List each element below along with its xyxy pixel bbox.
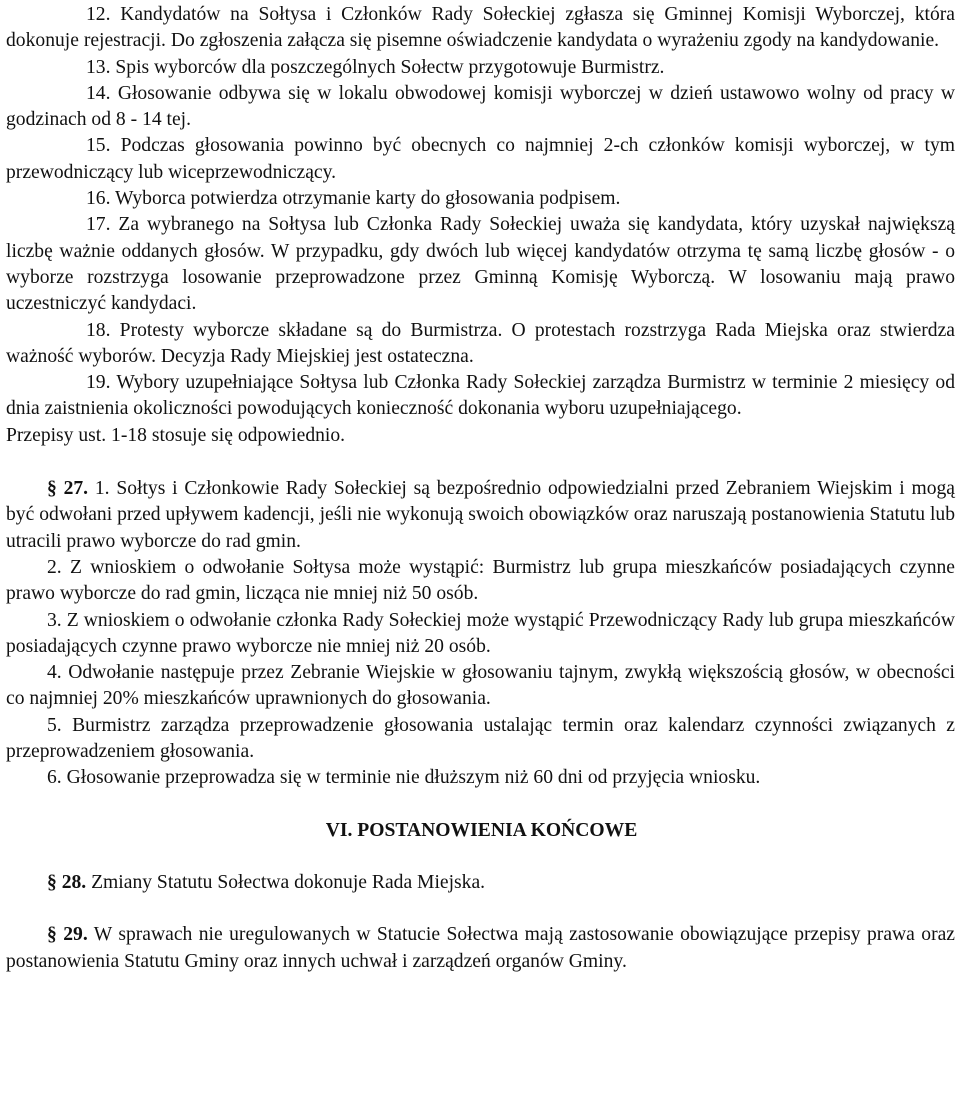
section-27-point-6: 6. Głosowanie przeprowadza się w terminie nie dłuższym niż 60 dni od przyjęcia wniosku. <box>47 767 761 789</box>
section-27-point-1-text: 1. Sołtys i Członkowie Rady Sołeckiej są bezpośrednio odpowiedzialni przed Zebraniem Wiejskim i mogą być odwołani przed upływem kadencji, jeśli nie wykonują swoich obowiązków oraz naruszają postanowienia Statutu lub utracili prawo wyborcze do rad gmin. <box>6 478 956 552</box>
section-29 <box>6 922 955 975</box>
section-27-marker: § 27. <box>47 478 89 500</box>
closing-line: Przepisy ust. 1-18 stosuje się odpowiednio. <box>6 424 346 446</box>
section-28 <box>6 870 955 896</box>
paragraph-18: 18. Protesty wyborcze składane są do Burmistrza. O protestach rozstrzyga Rada Miejska oraz stwierdza ważność wyborów. Decyzja Rady Miejskiej jest ostateczna. <box>6 319 955 367</box>
section-27-point-3: 3. Z wnioskiem o odwołanie członka Rady Sołeckiej może wystąpić Przewodniczący Rady lub grupa mieszkańców posiadających czynne prawo wyborcze nie mniej niż 20 osób. <box>6 609 955 657</box>
paragraph-12: 12. Kandydatów na Sołtysa i Członków Rady Sołeckiej zgłasza się Gminnej Komisji Wyborczej, która dokonuje rejestracji. Do zgłoszenia załącza się pisemne oświadczenie kandydata o wyrażeniu zgody na kandydowanie. <box>6 4 955 52</box>
paragraph-16: 16. Wyborca potwierdza otrzymanie karty do głosowania podpisem. <box>86 188 621 210</box>
paragraph-14: 14. Głosowanie odbywa się w lokalu obwodowej komisji wyborczej w dzień ustawowo wolny od pracy w godzinach od 8 - 14 tej. <box>6 82 955 131</box>
chapter-heading: VI. POSTANOWIENIA KOŃCOWE <box>325 819 638 841</box>
section-27-point-1 <box>6 476 955 555</box>
paragraph-15: 15. Podczas głosowania powinno być obecnych co najmniej 2-ch członków komisji wyborczej, w tym przewodniczący lub wiceprzewodniczący. <box>6 135 955 183</box>
document-page <box>6 2 955 975</box>
section-27-point-2: 2. Z wnioskiem o odwołanie Sołtysa może wystąpić: Burmistrz lub grupa mieszkańców posiadających czynne prawo wyborcze do rad gmin, licząca nie mniej niż 50 osób. <box>6 556 955 605</box>
paragraph-17: 17. Za wybranego na Sołtysa lub Członka Rady Sołeckiej uważa się kandydata, który uzyskał największą liczbę ważnie oddanych głosów. W przypadku, gdy dwóch lub więcej kandydatów otrzyma tę samą liczbę głosów - o wyborze rozstrzyga losowanie przeprowadzone przez Gminną Komisję Wyborczą. W losowaniu mają prawo uczestniczyć kandydaci. <box>6 214 955 315</box>
section-29-marker: § 29. <box>47 924 88 946</box>
section-29-text: W sprawach nie uregulowanych w Statucie Sołectwa mają zastosowanie obowiązujące przepisy prawa oraz postanowienia Statutu Gminy oraz innych uchwał i zarządzeń organów Gminy. <box>6 924 956 972</box>
section-27-point-5: 5. Burmistrz zarządza przeprowadzenie głosowania ustalając termin oraz kalendarz czynności związanych z przeprowadzeniem głosowania. <box>6 714 955 763</box>
paragraph-13: 13. Spis wyborców dla poszczególnych Sołectw przygotowuje Burmistrz. <box>86 56 665 78</box>
section-28-marker: § 28. <box>47 871 87 893</box>
paragraph-19: 19. Wybory uzupełniające Sołtysa lub Członka Rady Sołeckiej zarządza Burmistrz w terminie 2 miesięcy od dnia zaistnienia okoliczności powodujących konieczność dokonania wyboru uzupełniającego. <box>6 372 955 420</box>
section-27-point-4: 4. Odwołanie następuje przez Zebranie Wiejskie w głosowaniu tajnym, zwykłą większością głosów, w obecności co najmniej 20% mieszkańców uprawnionych do głosowania. <box>6 662 955 710</box>
section-28-text: Zmiany Statutu Sołectwa dokonuje Rada Miejska. <box>91 871 486 893</box>
